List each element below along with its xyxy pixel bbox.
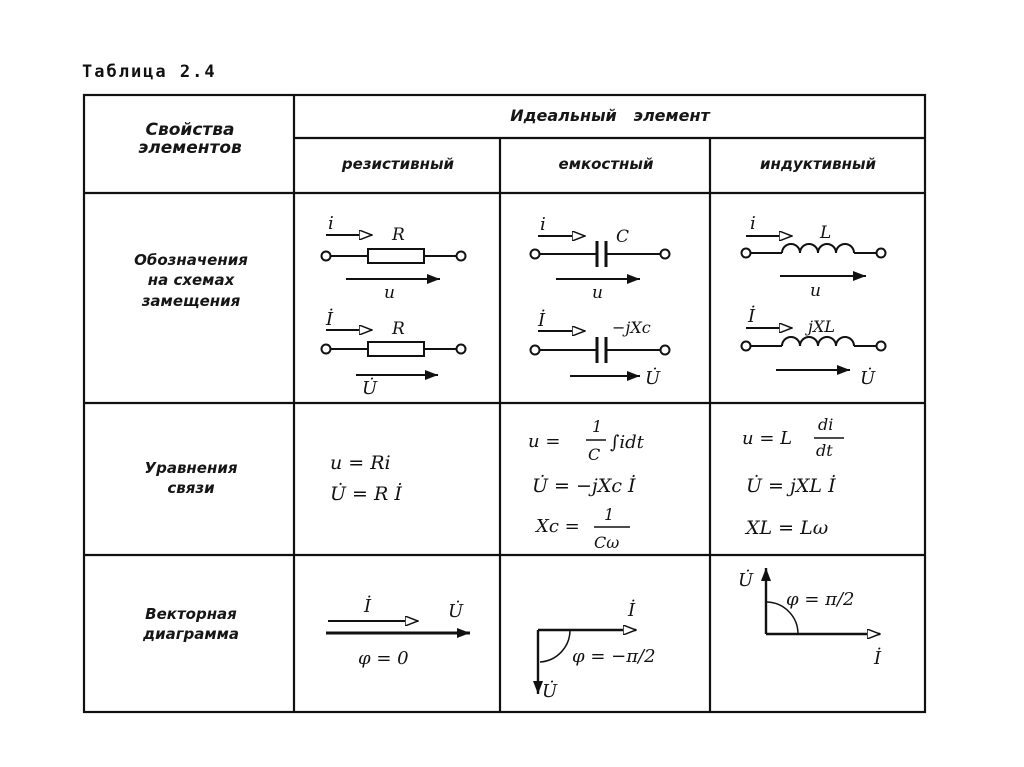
row-notation-line2: на схемах [147, 271, 235, 290]
label-ind-I: İ [748, 306, 756, 327]
row-notation-line1: Обозначения [134, 251, 248, 269]
label-res-R: R [392, 225, 405, 245]
table-caption: Таблица 2.4 [82, 62, 217, 82]
label-res-U: U̇ [362, 378, 378, 399]
row-vector-line1: Векторная [145, 605, 237, 623]
header-properties-line1: Свойства [145, 120, 235, 140]
label-res-i: i [328, 213, 334, 234]
eq-res-2: U̇ = R İ [330, 483, 402, 505]
eq-res-1: u = Ri [330, 452, 391, 474]
vector-diagram-resistive [326, 621, 470, 633]
header-resistive: резистивный [341, 155, 455, 173]
label-res-I: İ [326, 309, 334, 330]
label-ind-jxl: jXL [808, 317, 835, 336]
label-cap-U: U̇ [645, 368, 661, 389]
label-ind-u: u [810, 281, 821, 301]
eq-ind-2: U̇ = jXL İ [746, 475, 836, 497]
label-cap-jxc: −jXc [612, 318, 651, 337]
header-properties-line2: элементов [138, 137, 242, 158]
vector-res-I: İ [364, 596, 372, 617]
vector-res-U: U̇ [448, 601, 464, 622]
eq-cap-3c: Cω [594, 533, 620, 552]
row-equations-line2: связи [167, 479, 215, 498]
vector-cap-U: U̇ [542, 681, 558, 702]
label-res-u: u [384, 283, 395, 303]
vector-ind-I: İ [874, 648, 882, 669]
label-ind-L: L [820, 223, 832, 243]
row-notation-line3: замещения [141, 291, 241, 310]
vector-cap-I: İ [628, 600, 636, 621]
eq-cap-1d: ∫idt [610, 432, 644, 453]
eq-cap-1c: C [588, 445, 601, 464]
row-equations-line1: Уравнения [144, 459, 238, 477]
vector-res-phi: φ = 0 [358, 648, 409, 669]
label-res-R2: R [392, 319, 405, 339]
eq-cap-3b: 1 [604, 505, 615, 524]
eq-cap-3a: Xc = [536, 516, 580, 537]
eq-ind-1a: u = L [742, 428, 793, 449]
eq-cap-2: U̇ = −jXc İ [532, 475, 636, 497]
label-ind-i: i [750, 213, 756, 234]
label-cap-C: C [616, 227, 630, 247]
label-cap-u: u [592, 283, 603, 303]
eq-ind-1c: dt [816, 441, 833, 460]
label-ind-U: U̇ [860, 368, 876, 389]
eq-cap-1a: u = [528, 431, 561, 452]
header-capacitive: емкостный [558, 155, 654, 173]
header-inductive: индуктивный [759, 155, 877, 173]
header-ideal-element: Идеальный элемент [510, 106, 710, 125]
eq-ind-3: XL = Lω [746, 517, 829, 539]
vector-ind-phi: φ = π/2 [786, 589, 855, 610]
inductor-symbol-upper [742, 236, 886, 276]
label-cap-I: İ [538, 310, 546, 331]
label-cap-i: i [540, 214, 546, 235]
eq-cap-1b: 1 [592, 417, 603, 436]
row-vector-line2: диаграмма [142, 625, 240, 644]
eq-ind-1b: di [818, 415, 834, 434]
vector-ind-U: U̇ [738, 570, 754, 591]
vector-cap-phi: φ = −π/2 [572, 646, 656, 667]
capacitor-symbol-upper [531, 236, 670, 279]
